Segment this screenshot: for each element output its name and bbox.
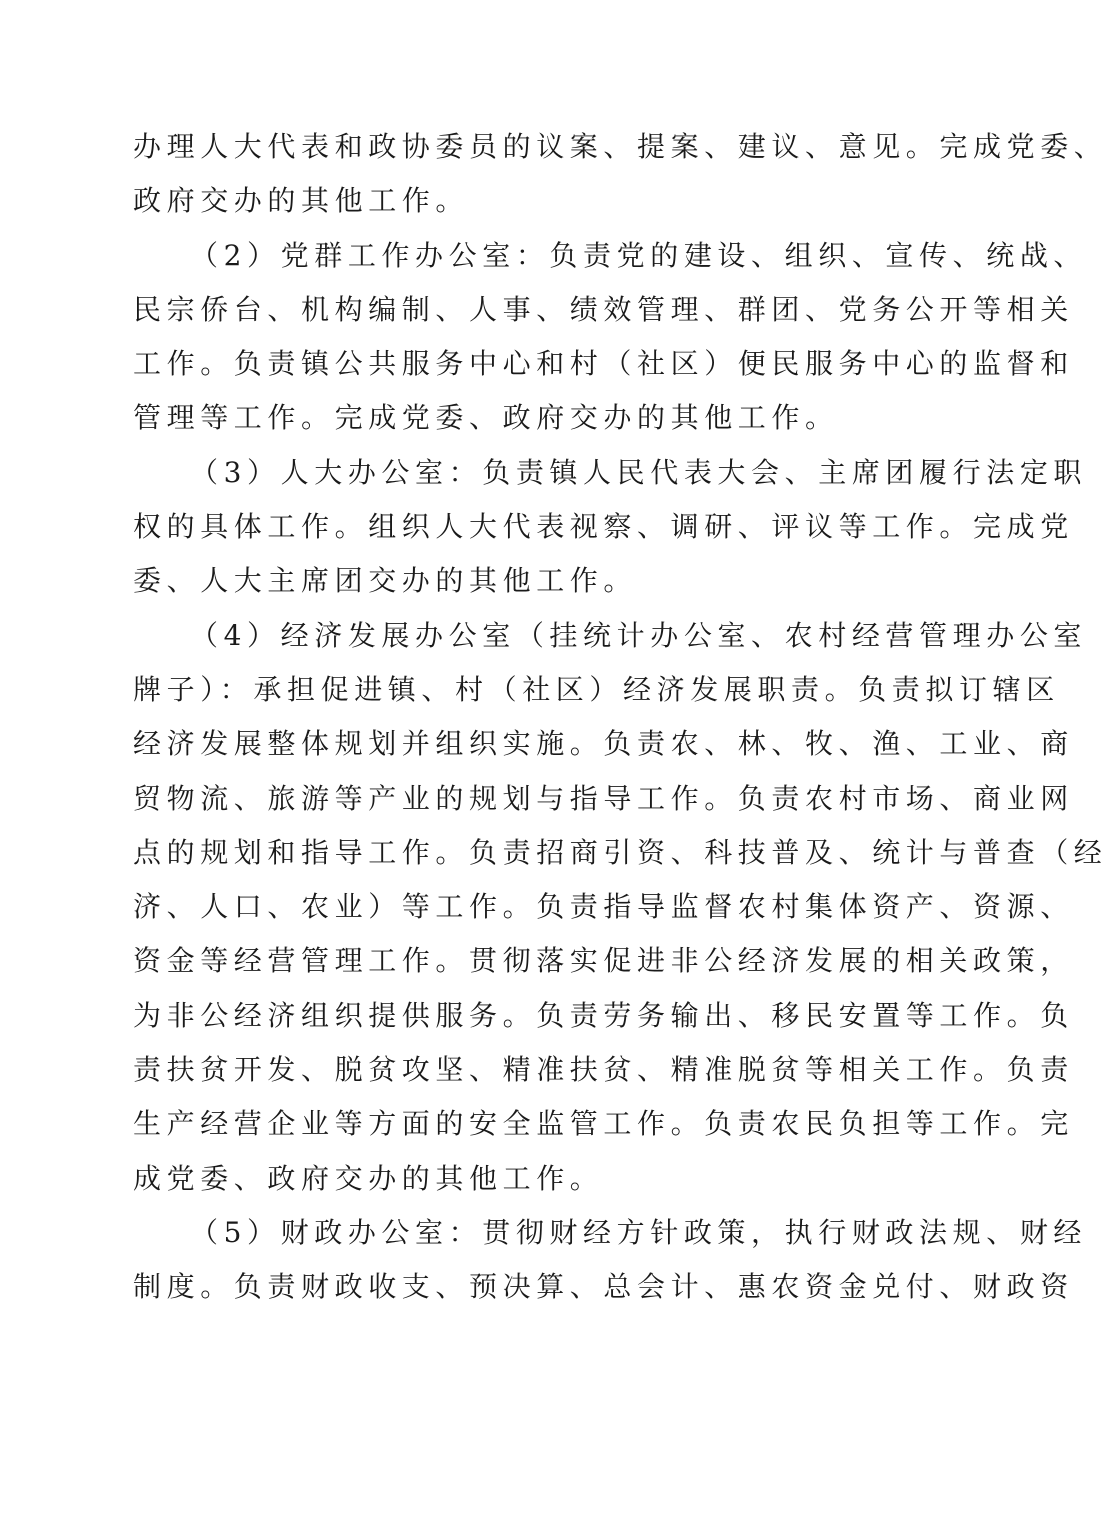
- section-5-heading-line: （5）财政办公室：贯彻财经方针政策，执行财政法规、财经: [190, 1215, 1088, 1249]
- section-4-heading-line: （4）经济发展办公室（挂统计办公室、农村经营管理办公室: [190, 618, 1088, 652]
- text-line: 济、人口、农业）等工作。负责指导监督农村集体资产、资源、: [133, 890, 1074, 924]
- text-line: 制度。负责财政收支、预决算、总会计、惠农资金兑付、财政资: [133, 1270, 1074, 1304]
- text-line: 贸物流、旅游等产业的规划与指导工作。负责农村市场、商业网: [133, 781, 1074, 815]
- text-line: 资金等经营管理工作。贯彻落实促进非公经济发展的相关政策，: [133, 944, 1074, 978]
- text-line: 成党委、政府交办的其他工作。: [133, 1161, 604, 1195]
- text-line: 责扶贫开发、脱贫攻坚、精准扶贫、精准脱贫等相关工作。负责: [133, 1053, 1074, 1087]
- document-body: [133, 120, 1107, 1315]
- text-line: 工作。负责镇公共服务中心和村（社区）便民服务中心的监督和: [133, 347, 1074, 381]
- text-line: 民宗侨台、机构编制、人事、绩效管理、群团、党务公开等相关: [133, 292, 1074, 326]
- section-3-heading-line: （3）人大办公室：负责镇人民代表大会、主席团履行法定职: [190, 455, 1088, 489]
- text-line: 政府交办的其他工作。: [133, 184, 470, 218]
- text-line: 经济发展整体规划并组织实施。负责农、林、牧、渔、工业、商: [133, 727, 1074, 761]
- text-line: 办理人大代表和政协委员的议案、提案、建议、意见。完成党委、: [133, 130, 1107, 163]
- section-2-heading-line: （2）党群工作办公室：负责党的建设、组织、宣传、统战、: [190, 238, 1088, 272]
- text-line: 点的规划和指导工作。负责招商引资、科技普及、统计与普查（经: [133, 835, 1107, 869]
- text-line: 生产经营企业等方面的安全监管工作。负责农民负担等工作。完: [133, 1107, 1074, 1141]
- text-line: 委、人大主席团交办的其他工作。: [133, 564, 638, 598]
- text-line: 权的具体工作。组织人大代表视察、调研、评议等工作。完成党: [133, 510, 1074, 544]
- text-line: 牌子）：承担促进镇、村（社区）经济发展职责。负责拟订辖区: [133, 672, 1060, 706]
- text-line: 为非公经济组织提供服务。负责劳务输出、移民安置等工作。负: [133, 998, 1074, 1032]
- text-line: 管理等工作。完成党委、政府交办的其他工作。: [133, 401, 839, 435]
